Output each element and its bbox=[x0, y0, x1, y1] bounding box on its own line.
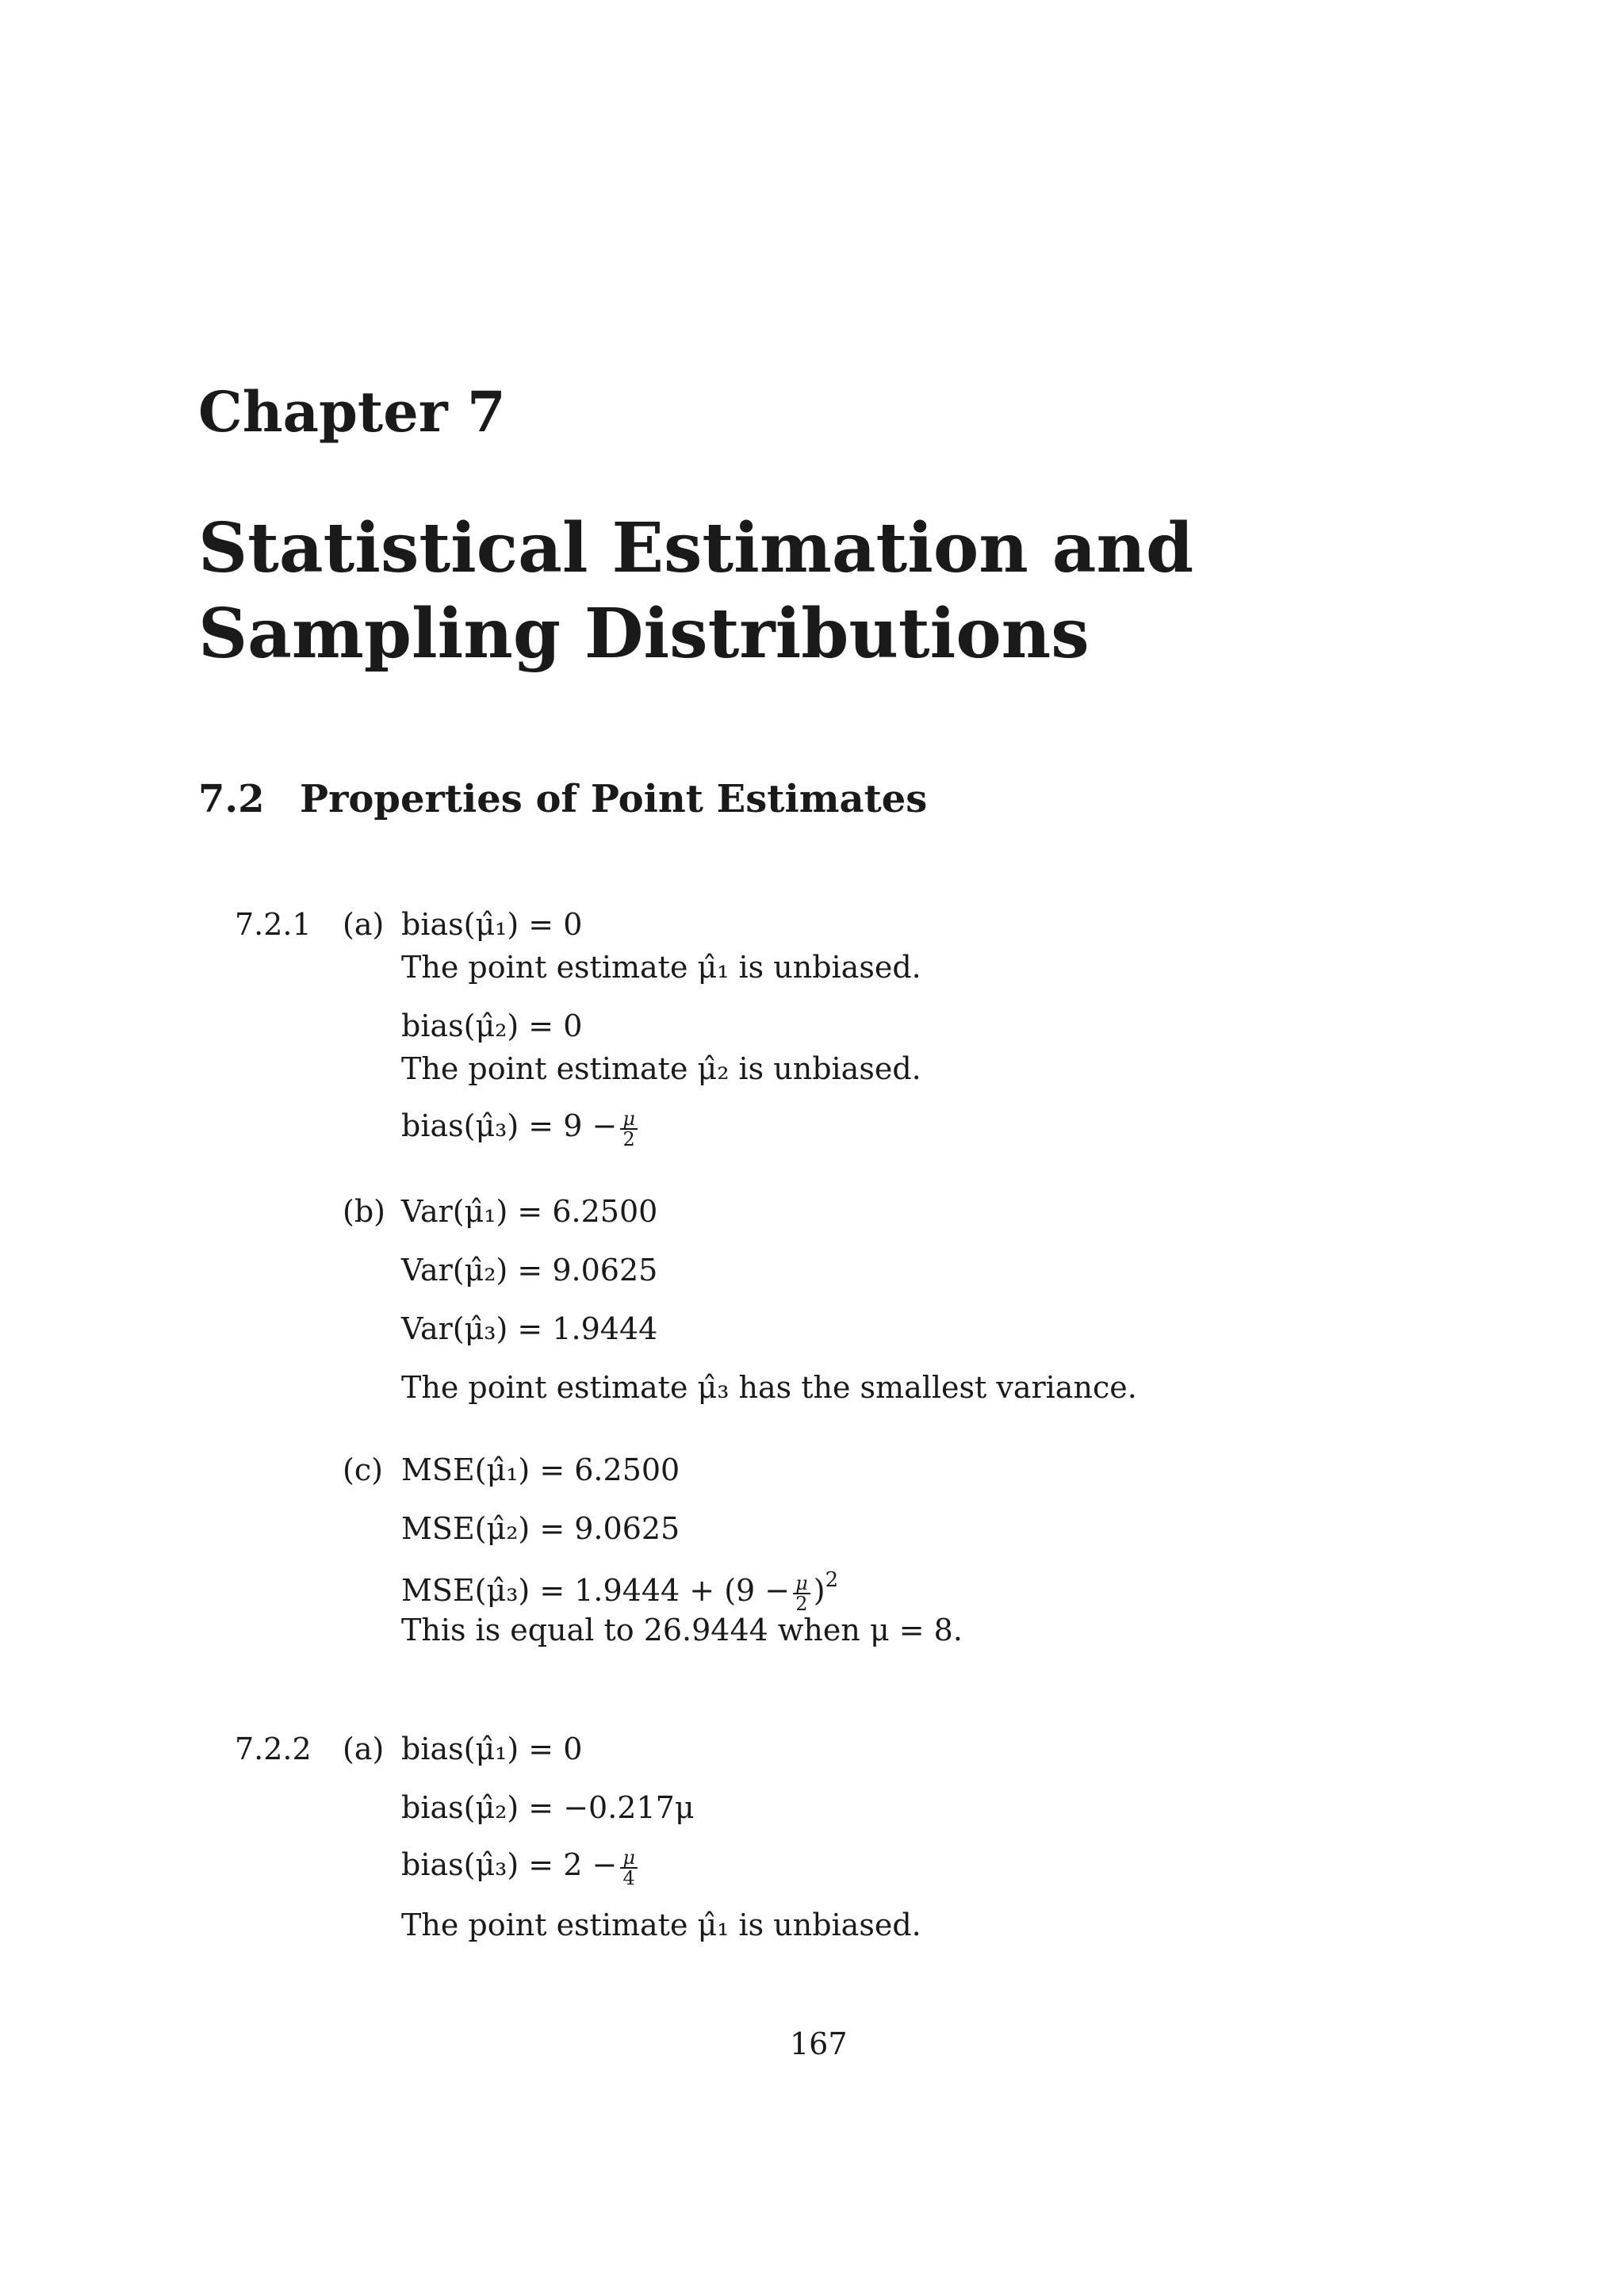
section-number: 7.2 bbox=[198, 777, 265, 821]
fraction-denominator: 2 bbox=[622, 1127, 635, 1150]
answer-line bbox=[401, 1108, 641, 1149]
answer-line bbox=[401, 1847, 641, 1888]
problem-number: 7.2.2 bbox=[235, 1732, 312, 1766]
fraction bbox=[793, 1571, 810, 1615]
answer-line: The point estimate μ̂₃ has the smallest variance. bbox=[401, 1370, 1137, 1405]
answer-text: MSE(μ̂₃) = 1.9444 + (9 − bbox=[401, 1573, 791, 1608]
fraction-numerator: μ bbox=[620, 1848, 638, 1869]
answer-line: bias(μ̂₁) = 0 bbox=[401, 1732, 583, 1766]
fraction-numerator: μ bbox=[793, 1574, 810, 1594]
answer-line: MSE(μ̂₂) = 9.0625 bbox=[401, 1511, 680, 1546]
answer-text: bias(μ̂₃) = 2 − bbox=[401, 1847, 618, 1882]
part-label: (c) bbox=[343, 1452, 383, 1487]
answer-line: Var(μ̂₁) = 6.2500 bbox=[401, 1194, 658, 1229]
part-label: (b) bbox=[343, 1194, 385, 1229]
chapter-title: Statistical Estimation and Sampling Distributions bbox=[198, 508, 1194, 674]
answer-line: MSE(μ̂₁) = 6.2500 bbox=[401, 1452, 680, 1487]
fraction bbox=[620, 1109, 638, 1149]
chapter-label: Chapter 7 bbox=[198, 379, 506, 445]
fraction-denominator: 4 bbox=[622, 1866, 635, 1889]
fraction-numerator: μ bbox=[620, 1109, 638, 1130]
answer-line: bias(μ̂₁) = 0 bbox=[401, 907, 583, 942]
fraction bbox=[620, 1848, 638, 1888]
part-label: (a) bbox=[343, 907, 385, 942]
section-heading bbox=[198, 777, 927, 821]
problem-number: 7.2.1 bbox=[235, 907, 312, 942]
answer-line: Var(μ̂₂) = 9.0625 bbox=[401, 1253, 658, 1288]
part-label: (a) bbox=[343, 1732, 385, 1766]
answer-line bbox=[401, 1568, 838, 1613]
answer-text: bias(μ̂₃) = 9 − bbox=[401, 1108, 618, 1143]
page-number: 167 bbox=[790, 2026, 848, 2061]
closing-paren: ) bbox=[813, 1573, 825, 1608]
answer-line: bias(μ̂₂) = 0 bbox=[401, 1008, 583, 1043]
answer-line: Var(μ̂₃) = 1.9444 bbox=[401, 1311, 658, 1346]
answer-line: bias(μ̂₂) = −0.217μ bbox=[401, 1790, 695, 1825]
answer-line: This is equal to 26.9444 when μ = 8. bbox=[401, 1613, 963, 1647]
answer-line: The point estimate μ̂₁ is unbiased. bbox=[401, 1908, 921, 1942]
answer-line: The point estimate μ̂₂ is unbiased. bbox=[401, 1051, 921, 1086]
fraction-denominator: 2 bbox=[795, 1592, 808, 1615]
answer-line: The point estimate μ̂₁ is unbiased. bbox=[401, 950, 921, 985]
section-title: Properties of Point Estimates bbox=[300, 777, 928, 821]
exponent: 2 bbox=[825, 1568, 839, 1592]
